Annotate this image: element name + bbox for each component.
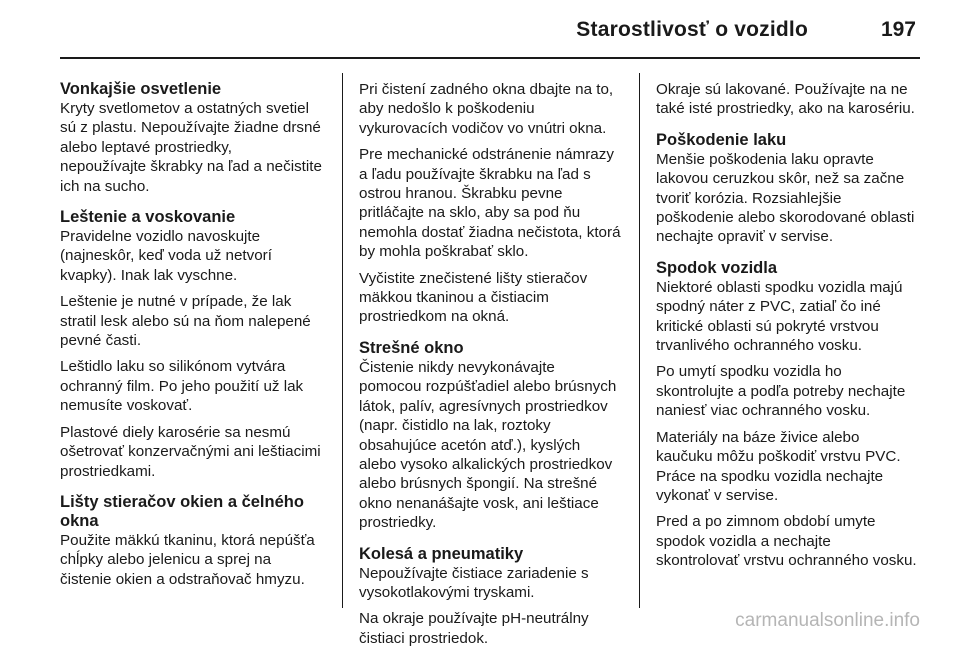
section-heading: Poškodenie laku: [656, 130, 787, 149]
paragraph: Použite mäkkú tkaninu, ktorá nepúšťa chĺpky alebo jelenicu a sprej na čistenie okien a odstraňovač hmyzu.: [60, 531, 315, 588]
section-heading: Spodok vozidla: [656, 258, 778, 277]
paragraph: Čistenie nikdy nevykonávajte pomocou rozpúšťadiel alebo brúsnych látok, palív, agresívnych prostriedkov (napr. čistidlo na lak, roztoky obsahujúce acetón atď.), kyslých alebo vysoko alkalických prostriedkov alebo brúsnych špongií. Na strešné okno nenanášajte vosk, ani leštiace prostriedky.: [359, 358, 617, 532]
section-heading: Lišty stieračov okien a čelného okna: [60, 492, 304, 530]
section: [60, 493, 322, 589]
paragraph: Pravidelne vozidlo navoskujte (najneskôr, keď voda už netvorí kvapky). Inak lak vyschne.: [60, 228, 272, 284]
section-heading: Kolesá a pneumatiky: [359, 544, 524, 563]
section: [359, 80, 621, 327]
paragraph: Materiály na báze živice alebo kaučuku môžu poškodiť vrstvu PVC. Práce na spodku vozidla nechajte vykonať v servise.: [656, 428, 901, 504]
paragraph: Na okraje používajte pH-neutrálny čistiaci prostriedok.: [359, 610, 589, 647]
paragraph: Leštidlo laku so silikónom vytvára ochranný film. Po jeho použití už lak nemusíte voskovať.: [60, 358, 304, 415]
header-divider: [60, 57, 920, 59]
section-heading: Leštenie a voskovanie: [60, 208, 236, 227]
section: [60, 80, 322, 196]
section: [60, 208, 322, 481]
section: [359, 545, 621, 649]
watermark: carmanualsonline.info: [735, 610, 920, 631]
paragraph: Okraje sú lakované. Používajte na ne také isté prostriedky, ako na karosériu.: [656, 81, 915, 118]
column-middle: [359, 80, 621, 660]
page-number: 197: [880, 18, 916, 41]
paragraph: Kryty svetlometov a ostatných svetiel sú z plastu. Nepoužívajte žiadne drsné alebo leptavé prostriedky, nepoužívajte škrabky na ľad a nečistite ich na sucho.: [60, 100, 322, 195]
paragraph: Po umytí spodku vozidla ho skontrolujte a podľa potreby nechajte naniesť viac ochranného vosku.: [656, 363, 906, 420]
section: [656, 80, 918, 119]
column-divider-2: [639, 73, 640, 608]
paragraph: Pri čistení zadného okna dbajte na to, aby nedošlo k poškodeniu vykurovacích vodičov vo vnútri okna.: [359, 81, 614, 137]
column-divider-1: [342, 73, 343, 608]
column-left: [60, 80, 322, 601]
paragraph: Nepoužívajte čistiace zariadenie s vysokotlakovými tryskami.: [359, 564, 589, 601]
section-heading: Strešné okno: [359, 338, 464, 357]
paragraph: Pre mechanické odstránenie námrazy a ľadu používajte škrabku na ľad s ostrou hranou. Škrabku pevne pritláčajte na sklo, aby sa pod ňu nemohla dostať žiadna nečistota, ktorá by mohla poškrabať sklo.: [359, 146, 621, 261]
section-heading: Vonkajšie osvetlenie: [60, 80, 222, 98]
paragraph: Vyčistite znečistené lišty stieračov mäkkou tkaninou a čistiacim prostriedkom na okná.: [359, 269, 588, 326]
paragraph: Niektoré oblasti spodku vozidla majú spodný náter z PVC, zatiaľ čo iné kritické oblasti sú pokryté vrstvou trvanlivého ochranného vosku.: [656, 278, 903, 355]
column-right: [656, 80, 918, 583]
paragraph: Pred a po zimnom období umyte spodok vozidla a nechajte skontrolovať vrstvu ochranného vosku.: [656, 513, 917, 570]
paragraph: Leštenie je nutné v prípade, že lak stratil lesk alebo sú na ňom nalepené pevné časti.: [60, 293, 311, 350]
paragraph: Menšie poškodenia laku opravte lakovou ceruzkou skôr, než sa začne tvoriť korózia. Rozsiahlejšie poškodenie alebo skorodované oblasti nechajte opraviť v servise.: [656, 150, 915, 246]
page-title: Starostlivosť o vozidlo: [576, 18, 808, 41]
section: [656, 131, 918, 247]
section: [656, 259, 918, 571]
paragraph: Plastové diely karosérie sa nesmú ošetrovať konzervačnými ani leštiacimi prostriedkami.: [60, 423, 321, 480]
section: [359, 339, 621, 533]
